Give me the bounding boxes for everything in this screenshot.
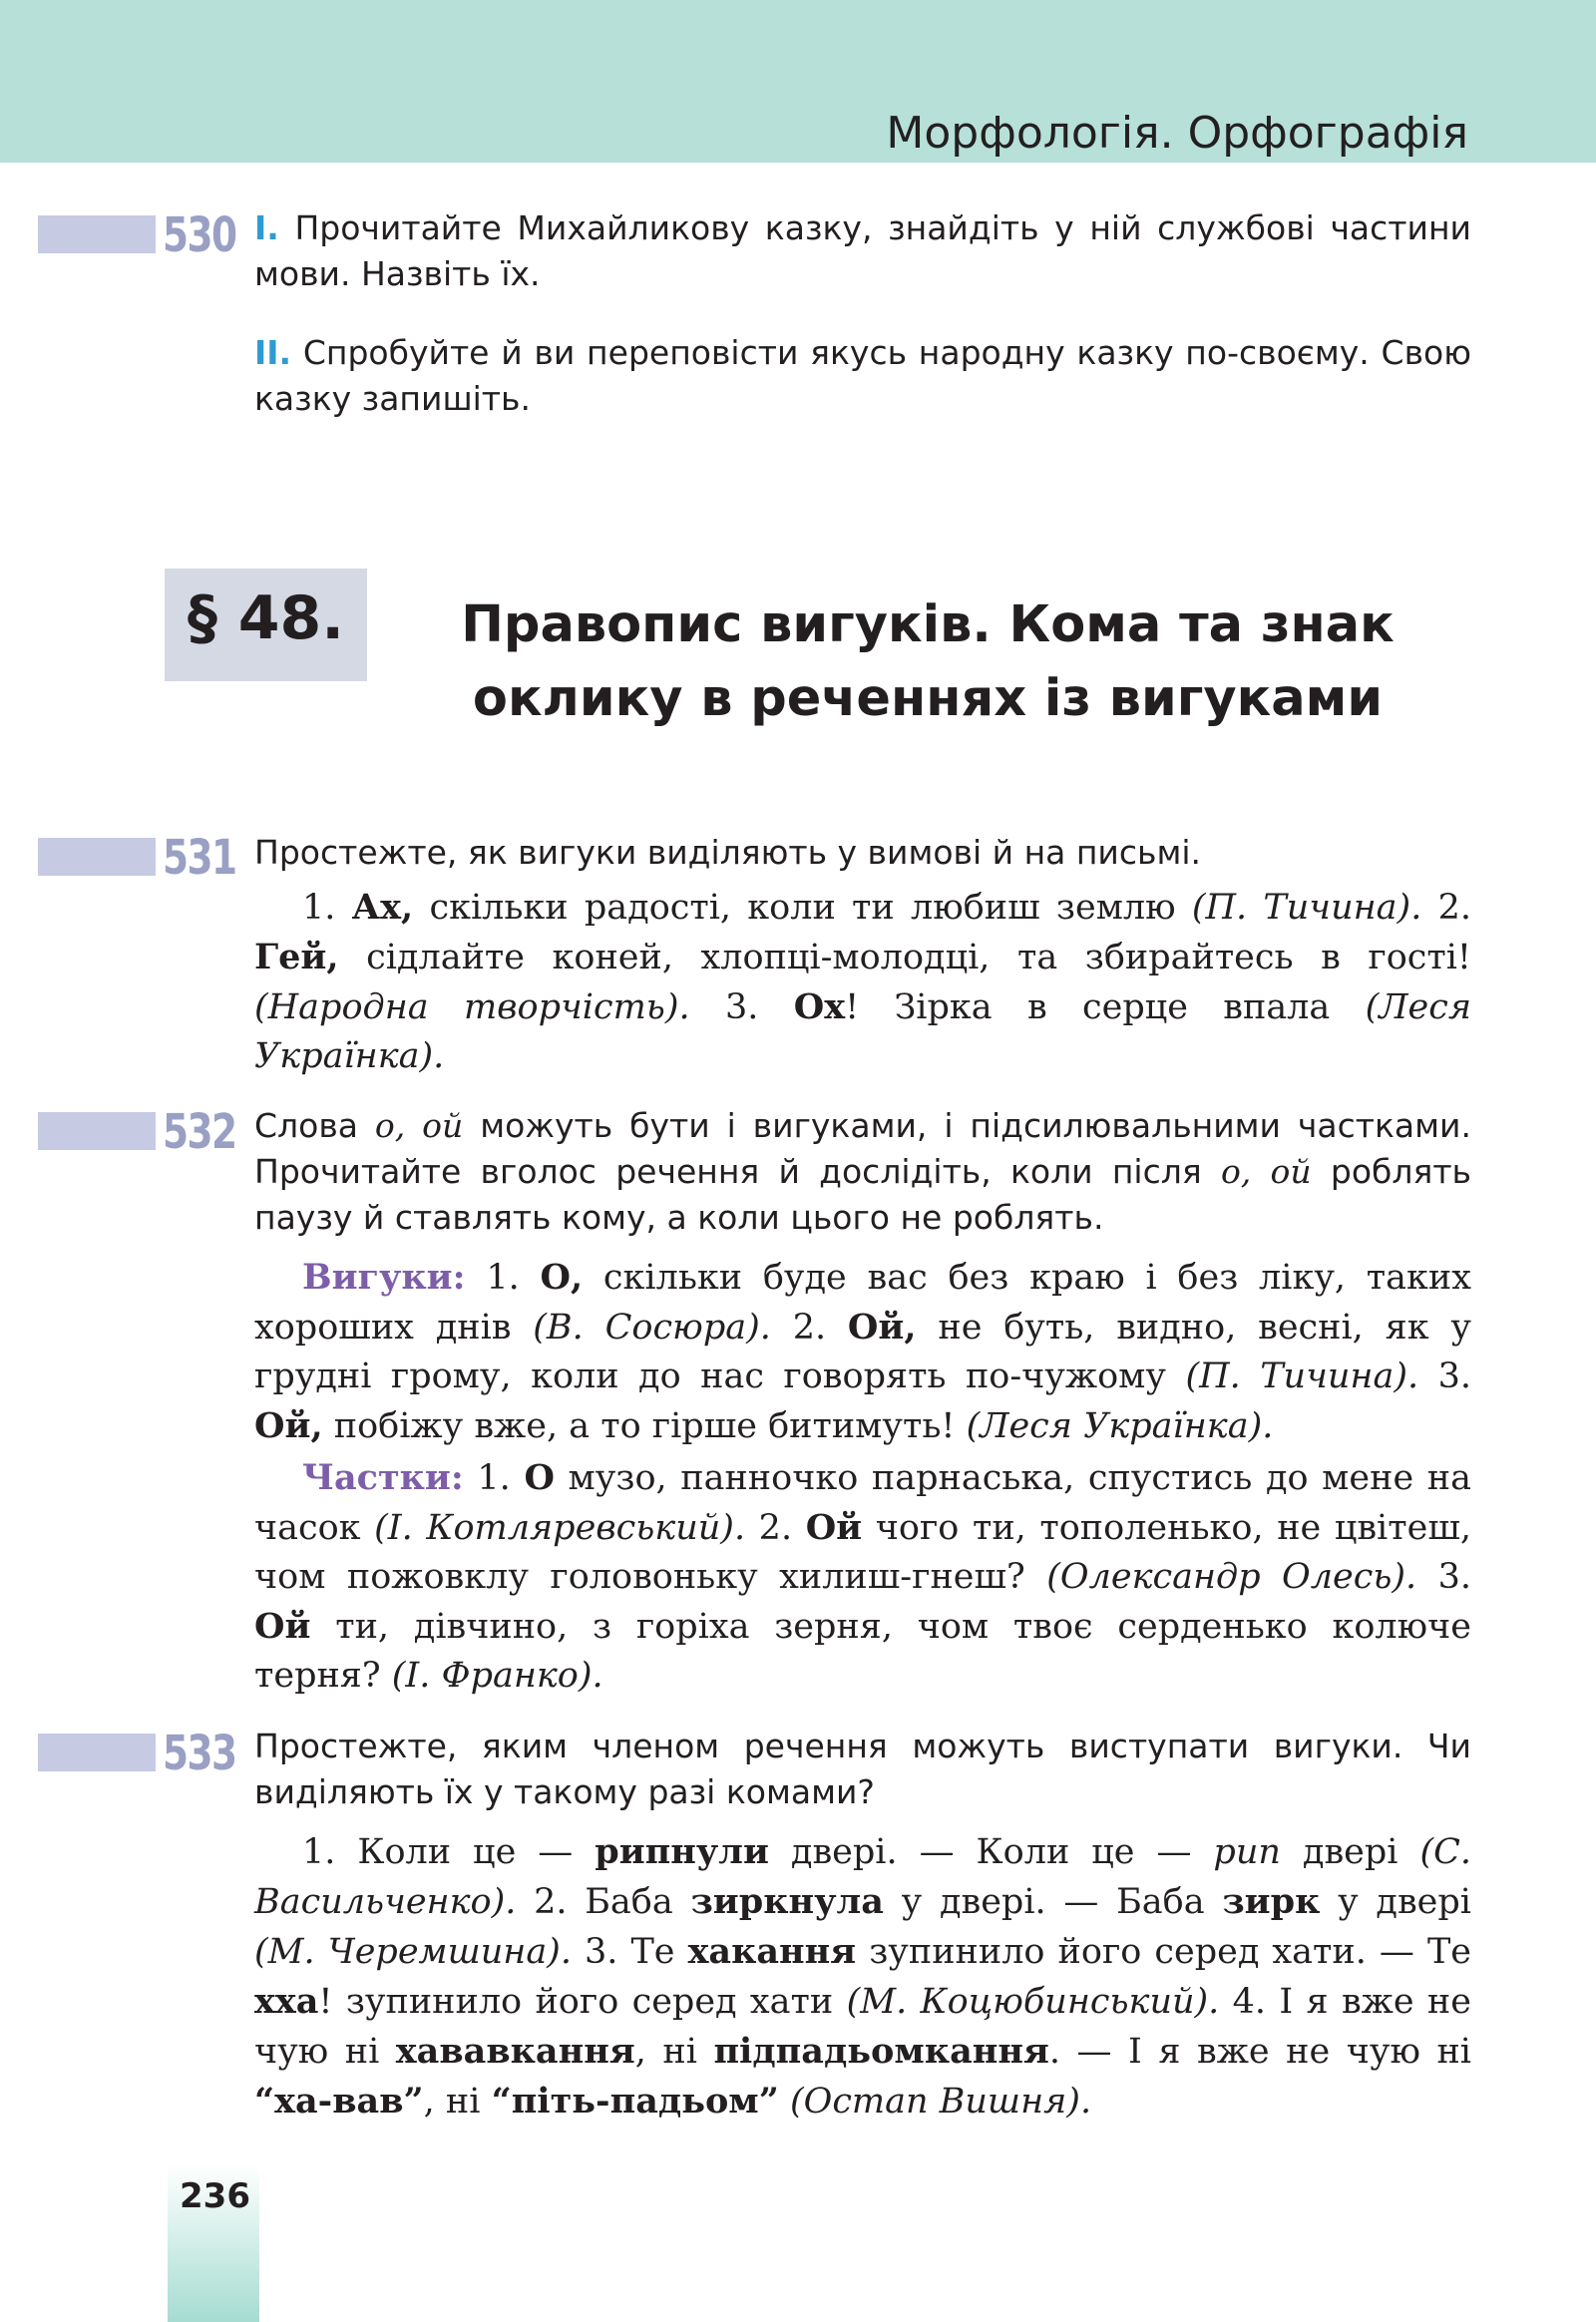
highlighted-word: хававкання	[395, 2031, 635, 2072]
source: (П. Тичина).	[1191, 888, 1422, 928]
source: (Остап Вишня).	[789, 2082, 1092, 2122]
roman-numeral: II.	[254, 333, 292, 372]
exercise-number: 533	[163, 1726, 236, 1781]
exercise-533-task: Простежте, яким членом речення можуть виступати вигуки. Чи виділяють їх у такому разі комами?	[254, 1727, 1471, 1811]
sentence-text: двері	[1280, 1832, 1420, 1872]
exercise-533-sentences	[254, 1827, 1471, 2127]
paragraph-title-line: Правопис вигуків. Кома та знак	[461, 595, 1395, 654]
sentence-text: зупинило його серед хати. — Те	[856, 1932, 1472, 1972]
section-title: Морфологія. Орфографія	[886, 108, 1468, 159]
interjection: “піть-падьом”	[491, 2081, 779, 2122]
interjection: рип	[1213, 1832, 1281, 1872]
sentence-number: 1.	[302, 888, 336, 928]
particle: О	[524, 1457, 555, 1498]
exercise-531-task: Простежте, як вигуки виділяють у вимові й на письмі.	[254, 833, 1202, 872]
exercise-532-particles	[254, 1453, 1471, 1701]
sentence-text: , ні	[634, 2032, 714, 2072]
highlighted-word: зиркнула	[690, 1881, 884, 1922]
roman-numeral: I.	[254, 208, 279, 247]
sentence-number: 1.	[463, 1458, 511, 1498]
interjection: зирк	[1222, 1881, 1321, 1922]
exercise-530-task-2	[254, 330, 1471, 422]
sentence-text: музо, панночко парнаська, спустись до мене на часок	[254, 1458, 1471, 1548]
sentence-text: побіжу вже, а то гірше битимуть!	[322, 1406, 967, 1446]
sentence-number: 3.	[1418, 1356, 1471, 1396]
exercise-number: 531	[163, 830, 236, 886]
example-words: о, ой	[374, 1106, 464, 1145]
sentence-number: 1.	[465, 1258, 520, 1298]
exercise-bar	[38, 215, 156, 253]
sentence-number: 2.	[770, 1308, 827, 1348]
source: (М. Черемшина).	[254, 1932, 572, 1972]
source: (І. Франко).	[391, 1656, 603, 1696]
highlighted-word: підпадьомкання	[713, 2031, 1049, 2072]
sentence-number: 3.	[1416, 1557, 1471, 1597]
interjection: Ох	[793, 986, 846, 1027]
task-text: Спробуйте й ви переповісти якусь народну казку по-своєму. Свою казку запишіть.	[254, 333, 1472, 418]
exercise-number: 530	[163, 207, 236, 263]
page-number: 236	[180, 2176, 250, 2216]
sentence-text: у двері. — Баба	[883, 1882, 1223, 1922]
sentence-number: 3.	[689, 987, 759, 1027]
source: (Леся Українка).	[254, 987, 1471, 1076]
sentence-text: 3. Те	[571, 1932, 688, 1972]
label-particles: Частки:	[302, 1457, 464, 1498]
task-text: роблять паузу й ставлять кому, а коли цього не роблять.	[254, 1152, 1471, 1237]
sentence-text: , ні	[423, 2082, 492, 2122]
sentence-number: 2.	[745, 1508, 793, 1548]
paragraph-title	[439, 588, 1416, 736]
paragraph-title-line: оклику в реченнях із вигуками	[472, 669, 1384, 728]
task-text: Прочитайте Михайликову казку, знайдіть у ній службові частини мови. Назвіть їх.	[254, 208, 1471, 293]
interjection: Ах,	[351, 887, 414, 928]
exercise-531-sentences	[254, 883, 1471, 1081]
example-words: о, ой	[1220, 1152, 1312, 1191]
source: (С. Васильченко).	[254, 1832, 1471, 1922]
paragraph-number: § 48.	[187, 583, 345, 653]
exercise-532-task	[254, 1103, 1471, 1241]
exercise-bar	[38, 838, 156, 876]
sentence-text: не буть, видно, весні, як у грудні грому, коли до нас говорять по-чужому	[254, 1308, 1471, 1396]
interjection: Ой,	[847, 1307, 917, 1348]
particle: Ой	[805, 1507, 863, 1548]
sentence-text: у двері	[1320, 1882, 1471, 1922]
header-rule	[0, 163, 1596, 166]
interjection: “ха-вав”	[254, 2081, 424, 2122]
sentence-text: 4. І я вже не чую ні	[254, 1982, 1471, 2072]
label-interjections: Вигуки:	[302, 1257, 466, 1298]
sentence-text: ! Зірка в серце впала	[845, 987, 1366, 1027]
sentence-text: 1. Коли це —	[302, 1832, 596, 1872]
task-text: Слова	[254, 1106, 375, 1145]
source: (В. Сосюра).	[533, 1308, 771, 1348]
exercise-bar	[38, 1734, 156, 1771]
sentence-text: ти, дівчино, з горіха зерня, чом твоє серденько колюче терня?	[254, 1607, 1471, 1696]
interjection: О,	[540, 1257, 584, 1298]
sentence-text	[779, 2082, 790, 2122]
sentence-number: 2.	[1421, 888, 1471, 928]
exercise-number: 532	[163, 1104, 236, 1160]
sentence-text: чого ти, тополенько, не цвітеш, чом пожовклу головоньку хилиш-гнеш?	[254, 1508, 1471, 1597]
sentence-text: сідлайте коней, хлопці-молодці, та збирайтесь в гості!	[338, 938, 1471, 977]
source: (П. Тичина).	[1185, 1356, 1419, 1396]
exercise-bar	[38, 1112, 156, 1150]
sentence-text: скільки радості, коли ти любиш землю	[413, 888, 1192, 928]
source: (Народна творчість).	[254, 987, 690, 1027]
source: (Олександр Олесь).	[1046, 1557, 1417, 1597]
source: (Леся Українка).	[966, 1406, 1274, 1446]
highlighted-word: хакання	[687, 1931, 857, 1972]
interjection: Ой,	[254, 1405, 323, 1446]
sentence-text: двері. — Коли це —	[768, 1832, 1214, 1872]
source: (М. Коцюбинський).	[846, 1982, 1220, 2022]
interjection: хха	[254, 1981, 319, 2022]
sentence-text: . — І я вже не чую ні	[1048, 2032, 1471, 2072]
particle: Ой	[254, 1606, 311, 1647]
sentence-text: ! зупинило його серед хати	[318, 1982, 847, 2022]
exercise-530-task-1	[254, 205, 1471, 297]
sentence-text: скільки буде вас без краю і без ліку, таких хороших днів	[254, 1258, 1471, 1348]
highlighted-word: рипнули	[595, 1831, 769, 1872]
exercise-532-interjections	[254, 1253, 1471, 1451]
sentence-text: 2. Баба	[516, 1882, 691, 1922]
interjection: Гей,	[254, 937, 339, 977]
source: (І. Котляревський).	[374, 1508, 746, 1548]
task-text: можуть бути і вигуками, і підсилювальними частками. Прочитайте вголос речення й дослідіть, коли після	[254, 1106, 1471, 1191]
